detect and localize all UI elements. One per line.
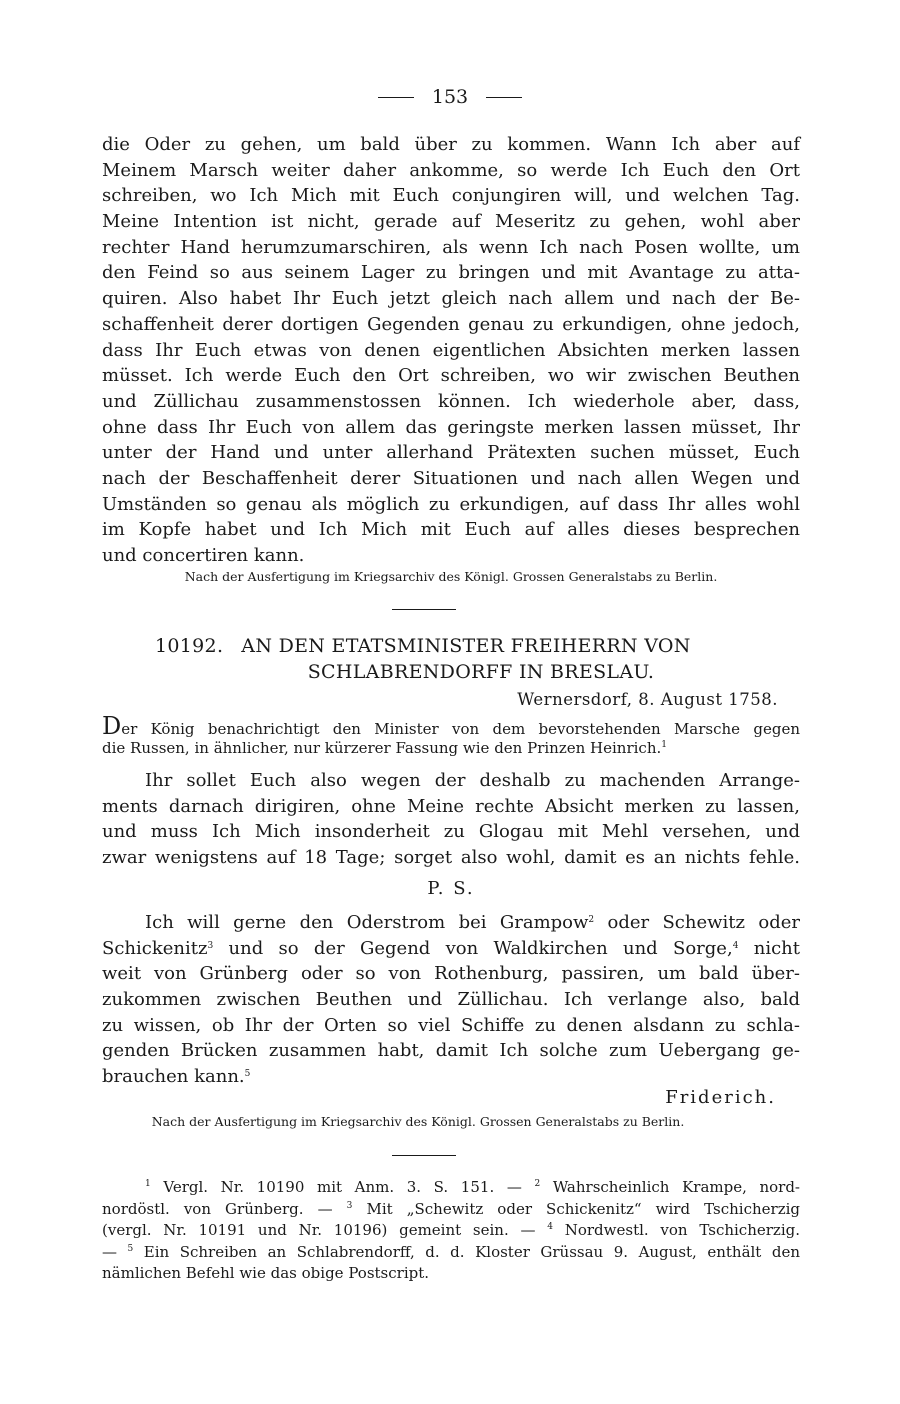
text-line: und muss Ich Mich insonderheit zu Glogau mit Mehl versehen, und (102, 821, 800, 843)
text-line: genden Brücken zusammen habt, damit Ich solche zum Uebergang ge- (102, 1040, 800, 1062)
footnote-line: nordöstl. von Grünberg. — $^3$ Mit „Schewitz oder Schickenitz“ wird Tschicherzig (102, 1199, 800, 1218)
footnote-ref: 4 (732, 940, 739, 951)
text-line: Ich will gerne den Oderstrom bei Grampow$^2$ oder Schewitz oder (145, 912, 800, 933)
letter-continuation (102, 132, 800, 569)
text-line: unter der Hand und unter allerhand Prätexten suchen müsset, Euch (102, 442, 800, 464)
footnote-ref: 5 (244, 1069, 251, 1080)
text-line: zukommen zwischen Beuthen und Züllichau. Ich verlange also, bald (102, 989, 800, 1011)
footnote-ref: 1 (661, 739, 667, 750)
footnote-ref: 2 (588, 915, 595, 925)
footnotes (102, 1177, 800, 1285)
section-divider (392, 609, 456, 610)
dateline: Wernersdorf, 8. August 1758. (517, 690, 778, 709)
text-line: Meinem Marsch weiter daher ankomme, so werde Ich Euch den Ort (102, 159, 800, 181)
heading-text: AN DEN ETATSMINISTER FREIHERRN VON (241, 635, 691, 657)
heading-line: SCHLABRENDORFF IN BRESLAU. (307, 661, 655, 683)
footnote-line: $^1$ Vergl. Nr. 10190 mit Anm. 3. S. 151. — $^2$ Wahrscheinlich Krampe, nord- (145, 1178, 800, 1196)
header-dash-right (486, 97, 522, 98)
text-line: und concertiren kann. (102, 545, 305, 566)
drop-cap: D (102, 712, 122, 740)
text-line: die Oder zu gehen, um bald über zu kommen. Wann Ich aber auf (102, 134, 800, 155)
postscript-body (102, 910, 800, 1090)
text-line: brauchen kann.$^5$ (102, 1066, 251, 1088)
letter-number: 10192. (155, 635, 224, 657)
text-line: ments darnach dirigiren, ohne Meine rechte Absicht merken zu lassen, (102, 795, 800, 817)
footnote-line: nämlichen Befehl wie das obige Postscript. (102, 1264, 430, 1282)
text-line: dass Ihr Euch etwas von denen eigentlichen Absichten merken lassen (102, 339, 800, 361)
footnote-line: — $^5$ Ein Schreiben an Schlabrendorff, d. d. Kloster Grüssau 9. August, enthält den (102, 1242, 800, 1261)
text-line: ohne dass Ihr Euch von allem das geringste merken lassen müsset, Ihr (102, 416, 800, 438)
text-line: nach der Beschaffenheit derer Situationen und nach allen Wegen und (102, 467, 800, 489)
footnote-divider (392, 1155, 456, 1156)
text-line: schaffenheit derer dortigen Gegenden genau zu erkundigen, ohne jedoch, (102, 313, 800, 335)
source-note: Nach der Ausfertigung im Kriegsarchiv des Königl. Grossen Generalstabs zu Berlin. (151, 1114, 685, 1129)
text-line: Meine Intention ist nicht, gerade auf Meseritz zu gehen, wohl aber (102, 211, 800, 233)
postscript-label: P. S. (427, 878, 475, 899)
heading-line (102, 633, 800, 659)
text-line: Ihr sollet Euch also wegen der deshalb zu machenden Arrange- (145, 770, 800, 791)
source-note: Nach der Ausfertigung im Kriegsarchiv des Königl. Grossen Generalstabs zu Berlin. (184, 569, 718, 584)
footnote-ref: 3 (207, 940, 214, 951)
page-header (0, 86, 900, 108)
text-line: weit von Grünberg oder so von Rothenburg, passiren, um bald über- (102, 963, 800, 985)
letter-body (102, 768, 800, 871)
text-line: müsset. Ich werde Euch den Ort schreiben, wo wir zwischen Beuthen (102, 365, 800, 387)
page-number: 153 (431, 86, 469, 108)
text-line: zwar wenigstens auf 18 Tage; sorget also wohl, damit es an nichts fehle. (102, 847, 800, 869)
text-line: schreiben, wo Ich Mich mit Euch conjungiren will, und welchen Tag. (102, 185, 800, 207)
text-line: den Feind so aus seinem Lager zu bringen und mit Avantage zu atta- (102, 262, 800, 284)
summary-line: Der König benachrichtigt den Minister von dem bevorstehenden Marsche gegen (102, 712, 800, 740)
text-line: rechter Hand herumzumarschiren, als wenn Ich nach Posen wollte, um (102, 236, 800, 258)
text-line: im Kopfe habet und Ich Mich mit Euch auf alles dieses besprechen (102, 519, 800, 541)
text-line: zu wissen, ob Ihr der Orten so viel Schiffe zu denen alsdann zu schla- (102, 1014, 800, 1036)
letter-summary (102, 712, 800, 759)
letter-heading (102, 633, 800, 685)
text-line: Schickenitz$^3$ und so der Gegend von Waldkirchen und Sorge,$^4$ nicht (102, 937, 800, 959)
text-line: Umständen so genau als möglich zu erkundigen, auf dass Ihr alles wohl (102, 493, 800, 515)
signature: Friderich. (665, 1087, 776, 1108)
footnote-line: (vergl. Nr. 10191 und Nr. 10196) gemeint sein. — $^4$ Nordwestl. von Tschicherzig. (102, 1221, 800, 1239)
summary-line: die Russen, in ähnlicher, nur kürzerer Fassung wie den Prinzen Heinrich.$^1$ (102, 738, 667, 757)
text-line: quiren. Also habet Ihr Euch jetzt gleich nach allem und nach der Be- (102, 288, 800, 310)
text-line: und Züllichau zusammenstossen können. Ich wiederhole aber, dass, (102, 390, 800, 412)
header-dash-left (378, 97, 414, 98)
